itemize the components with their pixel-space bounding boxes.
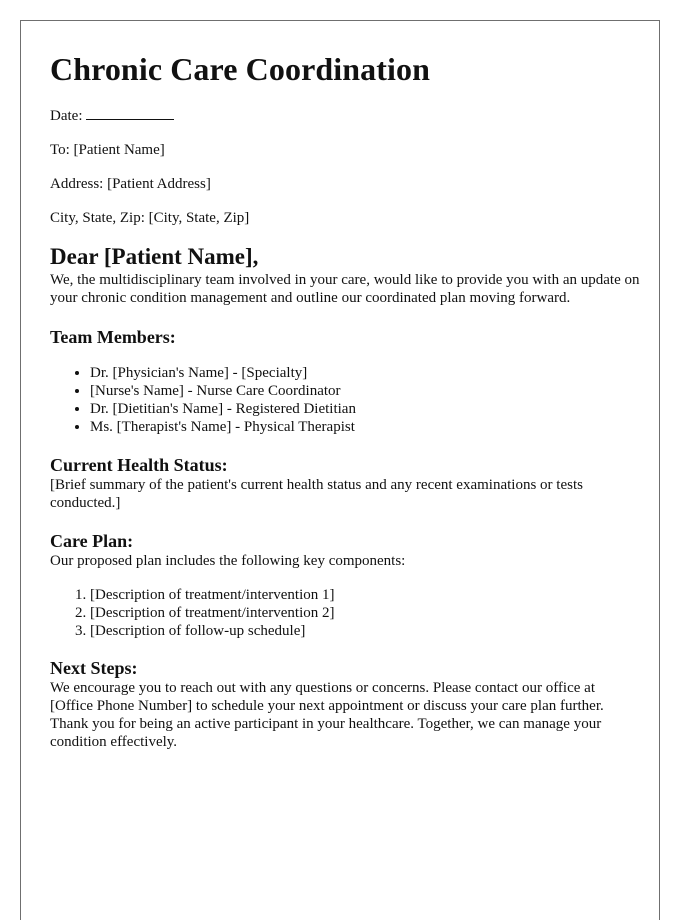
letter-page <box>20 20 660 920</box>
letter-title: Chronic Care Coordination <box>50 51 430 87</box>
address-line: Address: [Patient Address] <box>50 176 211 192</box>
health-status-paragraph: [Brief summary of the patient's current health status and any recent examinations or tests conducted.] <box>50 477 583 511</box>
list-item: • Ms. [Therapist's Name] - Physical Therapist <box>90 418 640 436</box>
list-item: 1. [Description of treatment/intervention 1] <box>90 586 640 604</box>
care-plan-intro: Our proposed plan includes the following key components: <box>50 553 406 569</box>
team-members-heading: Team Members: <box>50 327 176 347</box>
list-item: 2. [Description of treatment/intervention 2] <box>90 604 640 622</box>
next-steps-heading: Next Steps: <box>50 658 138 678</box>
closing-paragraph: Thank you for being an active participant in your healthcare. Together, we can manage your condition effectively. <box>50 716 602 750</box>
list-item: 3. [Description of follow-up schedule] <box>90 622 640 640</box>
date-blank-line[interactable] <box>86 107 174 120</box>
list-item: • Dr. [Dietitian's Name] - Registered Dietitian <box>90 400 640 418</box>
recipient-line: To: [Patient Name] <box>50 142 165 158</box>
next-steps-paragraph: We encourage you to reach out with any questions or concerns. Please contact our office at [Office Phone Number] to schedule your next appointment or discuss your care plan further. <box>50 680 604 714</box>
salutation: Dear [Patient Name], <box>50 244 259 269</box>
date-row <box>50 107 640 125</box>
list-item: • [Nurse's Name] - Nurse Care Coordinator <box>90 382 640 400</box>
intro-paragraph: We, the multidisciplinary team involved in your care, would like to provide you with an update on your chronic condition management and outline our coordinated plan moving forward. <box>50 272 640 306</box>
care-plan-heading: Care Plan: <box>50 531 134 551</box>
care-plan-list <box>50 586 640 640</box>
team-members-list <box>50 364 640 436</box>
letter-content <box>50 51 640 751</box>
list-item: • Dr. [Physician's Name] - [Specialty] <box>90 364 640 382</box>
health-status-heading: Current Health Status: <box>50 455 228 475</box>
date-label: Date: <box>50 108 83 124</box>
city-state-zip-line: City, State, Zip: [City, State, Zip] <box>50 210 250 226</box>
